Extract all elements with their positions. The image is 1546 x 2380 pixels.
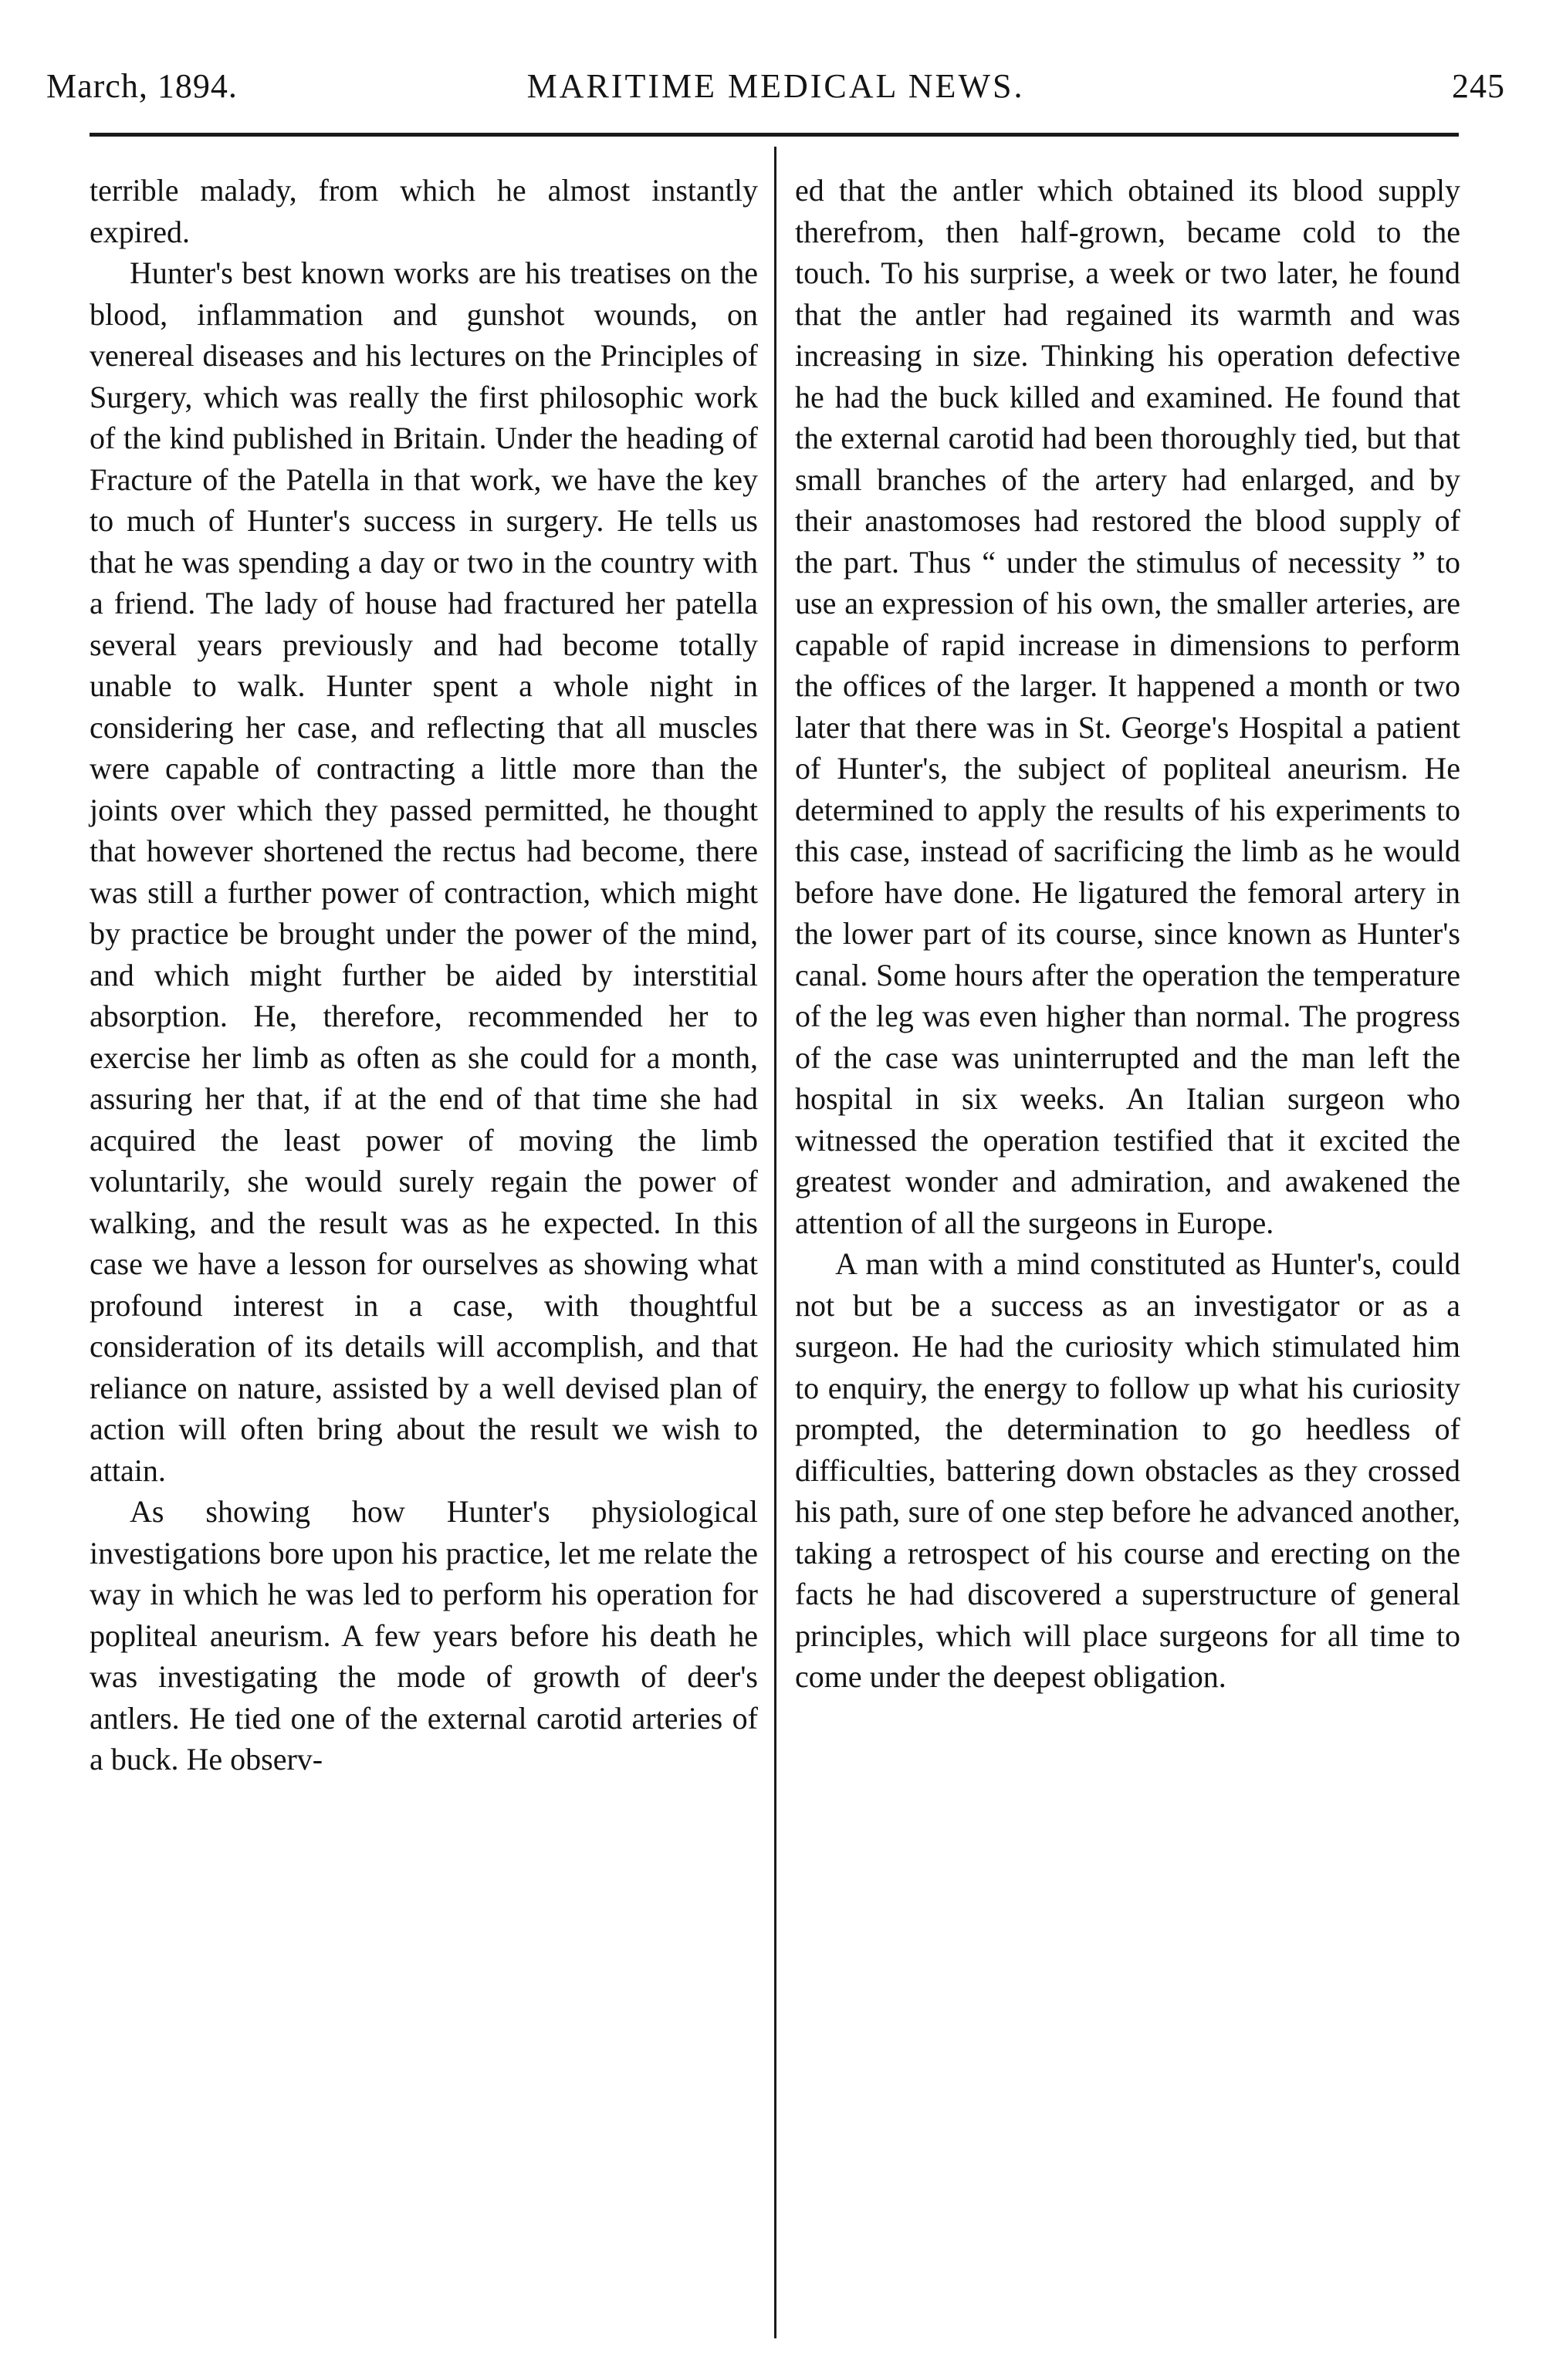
- page-number: 245: [1452, 67, 1505, 105]
- paragraph: As showing how Hunter's physiological investigations bore upon his practice, let me relate the way in which he was led to perform his operation for popliteal aneurism. A few years before his death he was investigating the mode of growth of deer's antlers. He tied one of the external carotid arteries of a buck. He observ-: [90, 1494, 758, 1777]
- journal-title: MARITIME MEDICAL NEWS.: [526, 67, 1025, 105]
- left-column: [90, 170, 758, 1780]
- paragraph: A man with a mind constituted as Hunter's, could not but be a success as an investigator or as a surgeon. He had the curiosity which stimulated him to enquiry, the energy to follow up what his curiosity prompted, the determination to go heedless of difficulties, battering down obstacles as they crossed his path, sure of one step before he advanced another, taking a retrospect of his course and erecting on the facts he had discovered a superstructure of general principles, which will place surgeons for all time to come under the deepest obligation.: [795, 1246, 1460, 1694]
- column-divider: [774, 147, 776, 2338]
- header-rule: [90, 133, 1459, 137]
- issue-date: March, 1894.: [46, 67, 238, 105]
- right-column: [795, 170, 1460, 1698]
- paragraph: ed that the antler which obtained its blood supply therefrom, then half-grown, became cold to the touch. To his surprise, a week or two later, he found that the antler had regained its warmth and was increasing in size. Thinking his operation defective he had the buck killed and examined. He found that the external carotid had been thoroughly tied, but that small branches of the artery had enlarged, and by their anastomoses had restored the blood supply of the part. Thus “ under the stimulus of necessity ” to use an expression of his own, the smaller arteries, are capable of rapid increase in dimensions to perform the offices of the larger. It happened a month or two later that there was in St. George's Hospital a patient of Hunter's, the subject of popliteal aneurism. He determined to apply the results of his experiments to this case, instead of sacrificing the limb as he would before have done. He ligatured the femoral artery in the lower part of its course, since known as Hunter's canal. Some hours after the operation the temperature of the leg was even higher than normal. The progress of the case was uninterrupted and the man left the hospital in six weeks. An Italian surgeon who witnessed the operation testified that it excited the greatest wonder and admiration, and awakened the attention of all the surgeons in Europe.: [795, 173, 1460, 1240]
- running-head: [46, 66, 1505, 120]
- paragraph: Hunter's best known works are his treatises on the blood, inflammation and gunshot wounds, on venereal diseases and his lectures on the Principles of Surgery, which was really the first philosophic work of the kind published in Britain. Under the heading of Fracture of the Patella in that work, we have the key to much of Hunter's success in surgery. He tells us that he was spending a day or two in the country with a friend. The lady of house had fractured her patella several years previously and had become totally unable to walk. Hunter spent a whole night in considering her case, and reflecting that all muscles were capable of contracting a little more than the joints over which they passed permitted, he thought that however shortened the rectus had become, there was still a further power of contraction, which might by practice be brought under the power of the mind, and which might further be aided by interstitial absorption. He, therefore, recommended her to exercise her limb as often as she could for a month, assuring her that, if at the end of that time she had acquired the least power of moving the limb voluntarily, she would surely regain the power of walking, and the result was as he expected. In this case we have a lesson for ourselves as showing what profound interest in a case, with thoughtful consideration of its details will accomplish, and that reliance on nature, assisted by a well devised plan of action will often bring about the result we wish to attain.: [90, 255, 758, 1488]
- paragraph: terrible malady, from which he almost instantly expired.: [90, 173, 758, 249]
